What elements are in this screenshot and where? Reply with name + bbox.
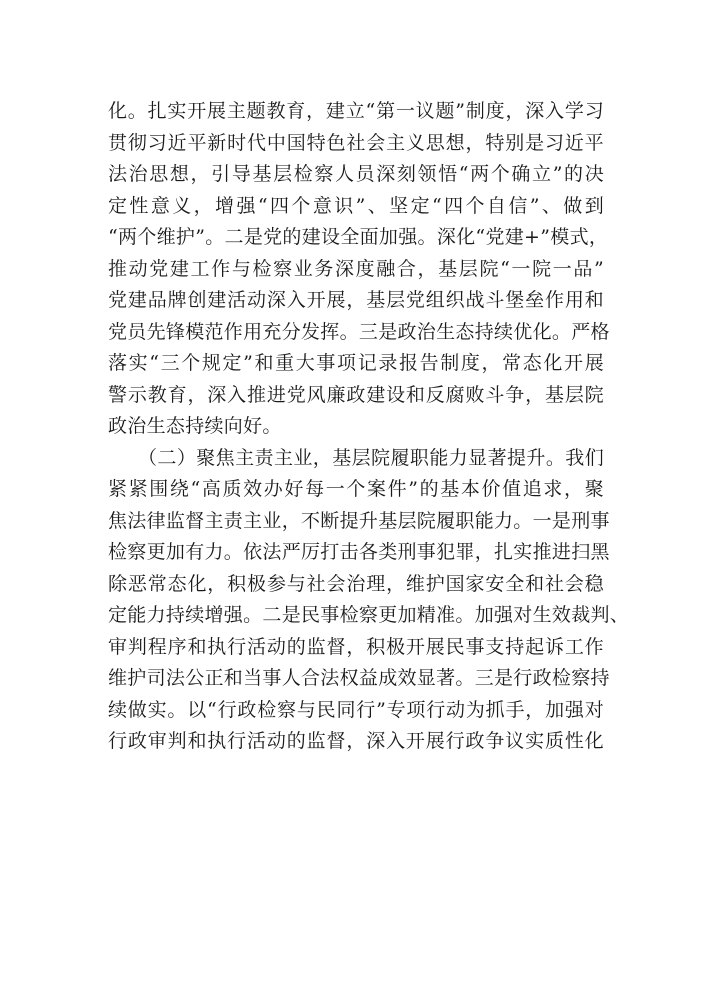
text-line-20: 续做实。以“行政检察与民同行”专项行动为抓手，加强对 (108, 698, 604, 721)
text-line-21: 行政审判和执行活动的监督，深入开展行政争议实质性化 (108, 730, 604, 752)
text-line-16: 除恶常态化，积极参与社会治理，维护国家安全和社会稳 (108, 572, 604, 595)
text-line-17: 定能力持续增强。二是民事检察更加精准。加强对生效裁判、 (108, 604, 630, 626)
text-line-13: 紧紧围绕“高质效办好每一个案件”的基本价值追求，聚 (108, 478, 604, 500)
text-line-11: 政治生态持续向好。 (108, 415, 282, 437)
text-line-7: 党建品牌创建活动深入开展，基层党组织战斗堡垒作用和 (108, 289, 604, 311)
text-line-4: 定性意义，增强“四个意识”、坚定“四个自信”、做到 (108, 194, 604, 217)
text-line-12: （二）聚焦主责主业，基层院履职能力显著提升。我们 (138, 446, 604, 469)
text-line-10: 警示教育，深入推进党风廉政建设和反腐败斗争，基层院 (108, 383, 604, 406)
text-line-8: 党员先锋模范作用充分发挥。三是政治生态持续优化。严格 (108, 320, 610, 343)
text-line-1: 化。扎实开展主题教育，建立“第一议题”制度，深入学习 (108, 100, 604, 122)
text-line-3: 法治思想，引导基层检察人员深刻领悟“两个确立”的决 (108, 163, 604, 185)
text-line-5: “两个维护”。二是党的建设全面加强。深化“党建+”模式， (108, 226, 609, 248)
text-line-18: 审判程序和执行活动的监督，积极开展民事支持起诉工作 (108, 635, 604, 658)
text-line-2: 贯彻习近平新时代中国特色社会主义思想，特别是习近平 (108, 131, 604, 154)
text-line-15: 检察更加有力。依法严厉打击各类刑事犯罪，扎实推进扫黑 (108, 541, 610, 563)
text-line-6: 推动党建工作与检察业务深度融合，基层院“一院一品” (108, 257, 604, 280)
text-line-9: 落实“三个规定”和重大事项记录报告制度，常态化开展 (108, 352, 604, 374)
text-line-19: 维护司法公正和当事人合法权益成效显著。三是行政检察持 (108, 667, 610, 689)
text-line-14: 焦法律监督主责主业，不断提升基层院履职能力。一是刑事 (108, 509, 610, 532)
body-text (108, 96, 630, 758)
